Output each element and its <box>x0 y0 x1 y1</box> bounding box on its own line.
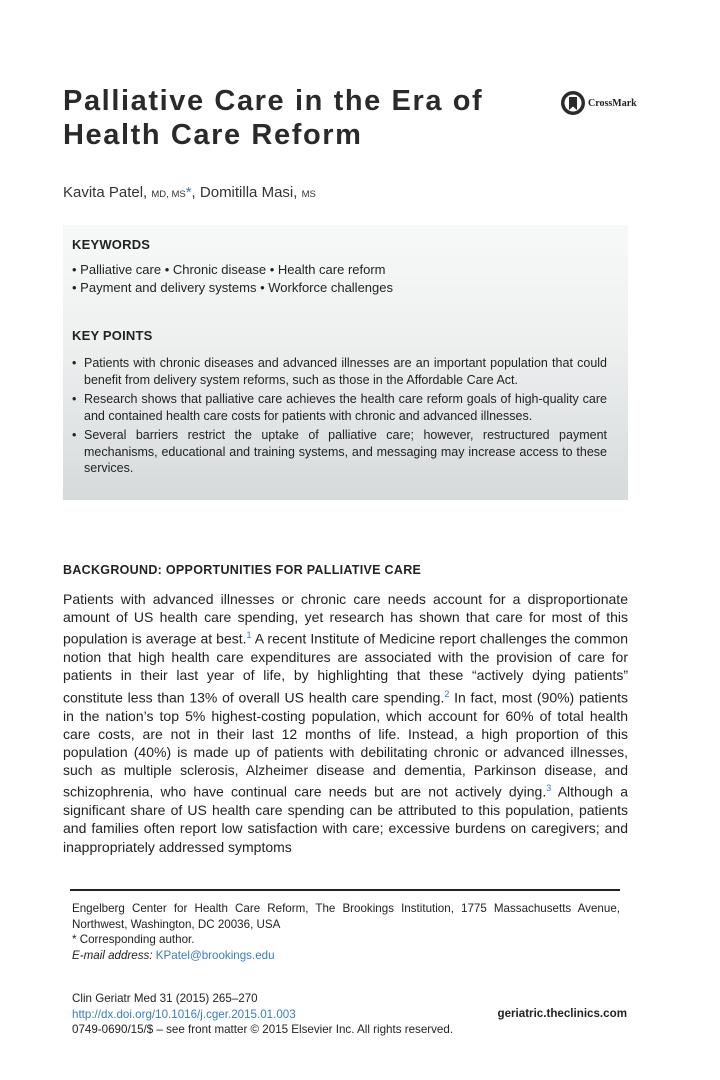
doi-link[interactable]: http://dx.doi.org/10.1016/j.cger.2015.01.003 <box>72 1007 296 1021</box>
body-text: Although a significant share of US health care spending can be attributed to this population, patients and families often report low satisfaction with care; excessive burdens on caregivers; and inappropriately addressed symptoms <box>63 784 628 855</box>
key-point: • Research shows that palliative care achieves the health care reform goals of high-quality care and contained health care costs for patients with chronic and advanced illnesses. <box>72 391 607 424</box>
author-line <box>63 184 316 201</box>
affiliation: Engelberg Center for Health Care Reform, The Brookings Institution, 1775 Massachusetts Avenue, Northwest, Washington, DC 20036, USA <box>72 902 620 931</box>
keywords-line: • Palliative care • Chronic disease • Health care reform <box>72 262 386 277</box>
reference-link[interactable]: 3 <box>546 783 552 794</box>
reference-link[interactable]: 2 <box>444 688 450 699</box>
keywords-heading: KEYWORDS <box>72 237 151 252</box>
journal-site-link[interactable] <box>497 1007 627 1020</box>
footnote-divider <box>70 889 620 891</box>
keywords-line: • Payment and delivery systems • Workforce challenges <box>72 280 393 295</box>
article-title: Palliative Care in the Era of Health Care Reform <box>63 85 484 151</box>
section-heading: BACKGROUND: OPPORTUNITIES FOR PALLIATIVE CARE <box>63 563 422 577</box>
abstract-box <box>63 225 628 500</box>
crossmark-icon <box>560 90 586 116</box>
crossmark-label: CrossMark <box>588 97 637 109</box>
key-points-list <box>72 355 607 480</box>
copyright: 0749-0690/15/$ – see front matter © 2015 Elsevier Inc. All rights reserved. <box>72 1023 454 1036</box>
author-degrees: MS <box>301 189 316 200</box>
key-point: • Several barriers restrict the uptake of palliative care; however, restructured payment mechanisms, educational and training systems, and messaging may increase access to these services. <box>72 427 607 477</box>
corresponding-author-note: * Corresponding author. <box>72 933 195 946</box>
journal-citation: Clin Geriatr Med 31 (2015) 265–270 <box>72 992 258 1005</box>
body-text: Patients with advanced illnesses or chronic care needs account for a disproportionate amount of US health care spending, yet research has shown that care for most of this population is average at best. <box>63 591 628 648</box>
body-text: In fact, most (90%) patients in the nation’s top 5% highest-costing population, which account for 60% of total health care costs, are not in their last 12 months of life. Instead, a high proportion of this population (40%) is made up of patients with debilitating chronic or advanced illnesses, such as multiple sclerosis, Alzheimer disease and dementia, Parkinson disease, and schizophrenia, who have continual care needs but are not actively dying. <box>63 689 629 800</box>
email-line <box>72 948 620 964</box>
key-points-heading: KEY POINTS <box>72 328 153 343</box>
author-name: Kavita Patel, <box>63 184 148 201</box>
corresponding-marker[interactable]: * <box>185 184 192 201</box>
footnotes <box>72 901 620 963</box>
key-point: • Patients with chronic diseases and advanced illnesses are an important population that could benefit from delivery system reforms, such as those in the Affordable Care Act. <box>72 355 607 388</box>
reference-link[interactable]: 1 <box>246 630 252 641</box>
email-label: E-mail address: <box>72 948 153 962</box>
journal-site-text: geriatric.theclinics.com <box>497 1006 627 1020</box>
author-separator: , <box>191 184 196 201</box>
body-paragraph <box>63 590 628 856</box>
author-name: Domitilla Masi, <box>199 184 298 201</box>
crossmark-badge[interactable] <box>560 90 637 116</box>
author-degrees: MD, MS <box>151 189 186 200</box>
email-link[interactable]: KPatel@brookings.edu <box>155 948 275 962</box>
body-text: A recent Institute of Medicine report challenges the common notion that high health care expenditures are associated with the provision of care for patients in their last year of life, by highlighting that these “actively dying patients” constitute less than 13% of overall US health care spending. <box>63 631 628 706</box>
